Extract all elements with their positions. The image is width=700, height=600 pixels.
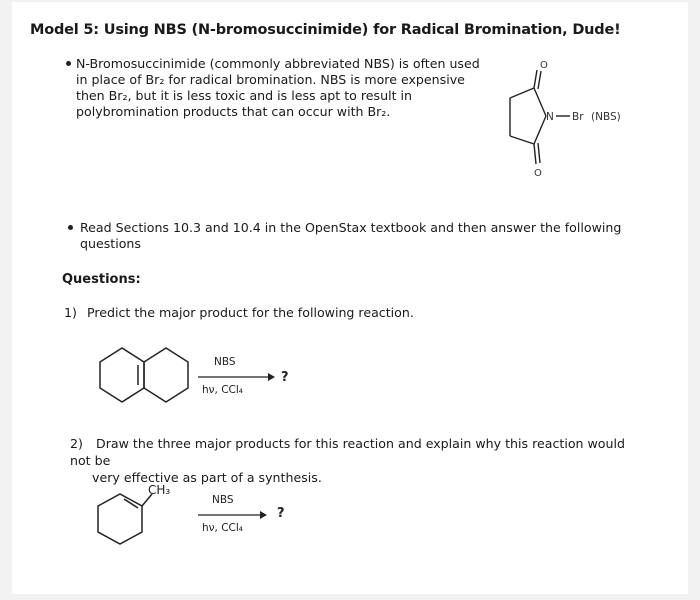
question-text: Draw the three major products for this reaction and explain why this reaction would not be [70, 436, 625, 468]
decalin-structure [86, 338, 196, 418]
question-1 [64, 305, 414, 320]
oxygen-label: O [540, 60, 548, 71]
carbonyl-bond [534, 144, 536, 164]
intro-line: N-Bromosuccinimide (commonly abbreviated NBS) is often used [76, 56, 480, 71]
page-title: Model 5: Using NBS (N-bromosuccinimide) for Radical Bromination, Dude! [30, 22, 621, 38]
reagent-conditions: hν, CCl₄ [202, 384, 243, 396]
intro-line: in place of Br₂ for radical bromination. NBS is more expensive [76, 72, 465, 87]
intro-line: polybromination products that can occur with Br₂. [76, 104, 391, 119]
nbs-structure [490, 56, 640, 196]
nbs-abbrev-label: (NBS) [591, 111, 621, 123]
product-question-mark: ? [281, 370, 289, 385]
cyclohexene-ring [144, 348, 188, 402]
intro-line: then Br₂, but it is less toxic and is less apt to result in [76, 88, 412, 103]
reaction-arrow [196, 508, 276, 522]
ring-bond [534, 88, 546, 116]
question-text: very effective as part of a synthesis. [92, 470, 322, 485]
substituent-label: CH₃ [148, 483, 171, 497]
cyclohexene-ring [98, 494, 142, 544]
ring-bond [510, 88, 534, 98]
product-question-mark: ? [277, 506, 285, 521]
reading-instruction: Read Sections 10.3 and 10.4 in the OpenStax textbook and then answer the following questions [80, 220, 622, 251]
reagent-nbs: NBS [212, 494, 234, 506]
bromine-label: Br [572, 111, 584, 123]
questions-heading: Questions: [62, 272, 141, 287]
carbonyl-bond [534, 70, 537, 88]
reagent-nbs: NBS [214, 356, 236, 368]
question-number: 2) [70, 436, 83, 451]
reaction-arrow [196, 370, 276, 384]
ring-bond [510, 136, 534, 144]
ring-bond [534, 116, 546, 144]
oxygen-label: O [534, 168, 542, 179]
carbonyl-bond [538, 143, 540, 163]
bullet-point [66, 61, 71, 66]
bullet-point [68, 225, 73, 230]
nitrogen-label: N [546, 111, 554, 123]
question-text: Predict the major product for the following reaction. [86, 305, 414, 320]
reagent-conditions: hν, CCl₄ [202, 522, 243, 534]
carbonyl-bond [538, 71, 541, 89]
nbs-intro-paragraph [76, 56, 486, 120]
question-number: 1) [64, 305, 77, 320]
